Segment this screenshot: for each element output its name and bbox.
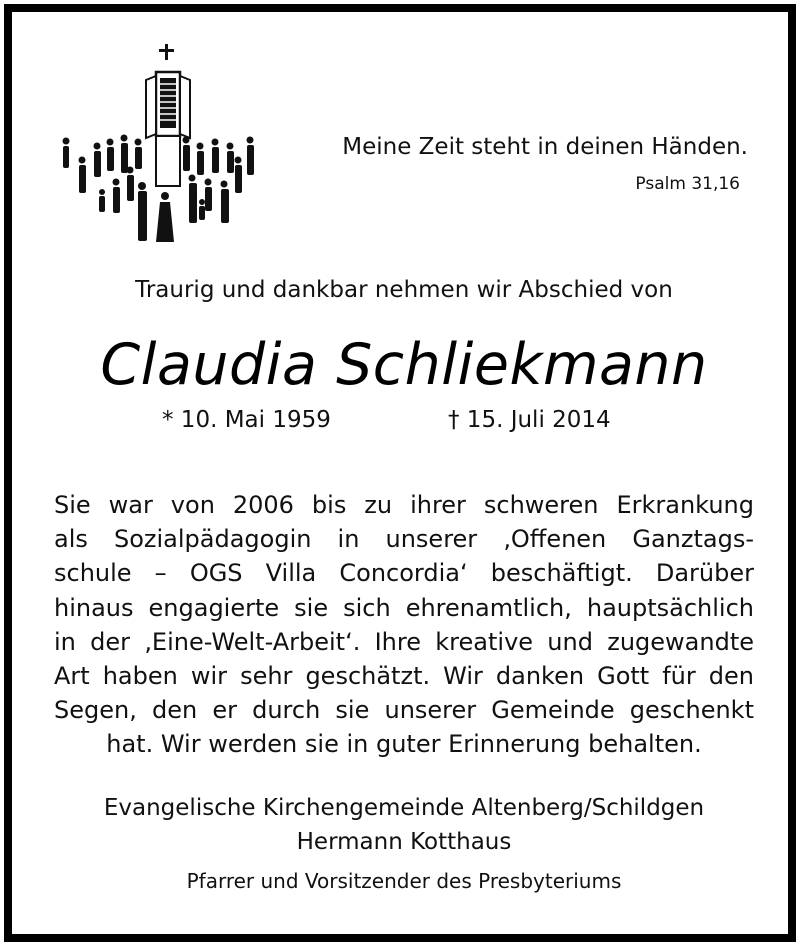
tribute-line: als Sozialpädagogin in unserer ‚Offenen Ganztags- — [54, 525, 754, 554]
psalm-quote: Meine Zeit steht in deinen Händen. — [342, 134, 748, 160]
tribute-line: schule – OGS Villa Concordia‘ beschäftigt. Darüber — [54, 559, 754, 588]
tribute-line: hinaus engagierte sie sich ehrenamtlich, hauptsächlich — [54, 593, 754, 622]
signatory-name: Hermann Kotthaus — [296, 829, 512, 855]
psalm-citation: Psalm 31,16 — [635, 174, 740, 194]
tribute-line: Segen, den er durch sie unserer Gemeinde geschenkt — [54, 696, 754, 725]
tribute-line: in der ‚Eine-Welt-Arbeit‘. Ihre kreative und zugewandte — [54, 627, 754, 656]
organization-name: Evangelische Kirchengemeinde Altenberg/Schildgen — [103, 795, 705, 821]
tribute-text — [54, 488, 754, 762]
death-date: † 15. Juli 2014 — [448, 407, 611, 433]
obituary-notice — [4, 4, 796, 942]
birth-date: * 10. Mai 1959 — [162, 407, 331, 433]
tribute-line: Art haben wir sehr geschätzt. Wir danken Gott für den — [54, 661, 754, 690]
tribute-line: hat. Wir werden sie in guter Erinnerung behalten. — [106, 730, 702, 759]
deceased-name: Claudia Schliekmann — [100, 332, 708, 398]
intro-line: Traurig und dankbar nehmen wir Abschied von — [135, 277, 673, 303]
signatory-role: Pfarrer und Vorsitzender des Presbyteriums — [186, 869, 622, 893]
tribute-line: Sie war von 2006 bis zu ihrer schweren Erkrankung — [54, 491, 754, 519]
